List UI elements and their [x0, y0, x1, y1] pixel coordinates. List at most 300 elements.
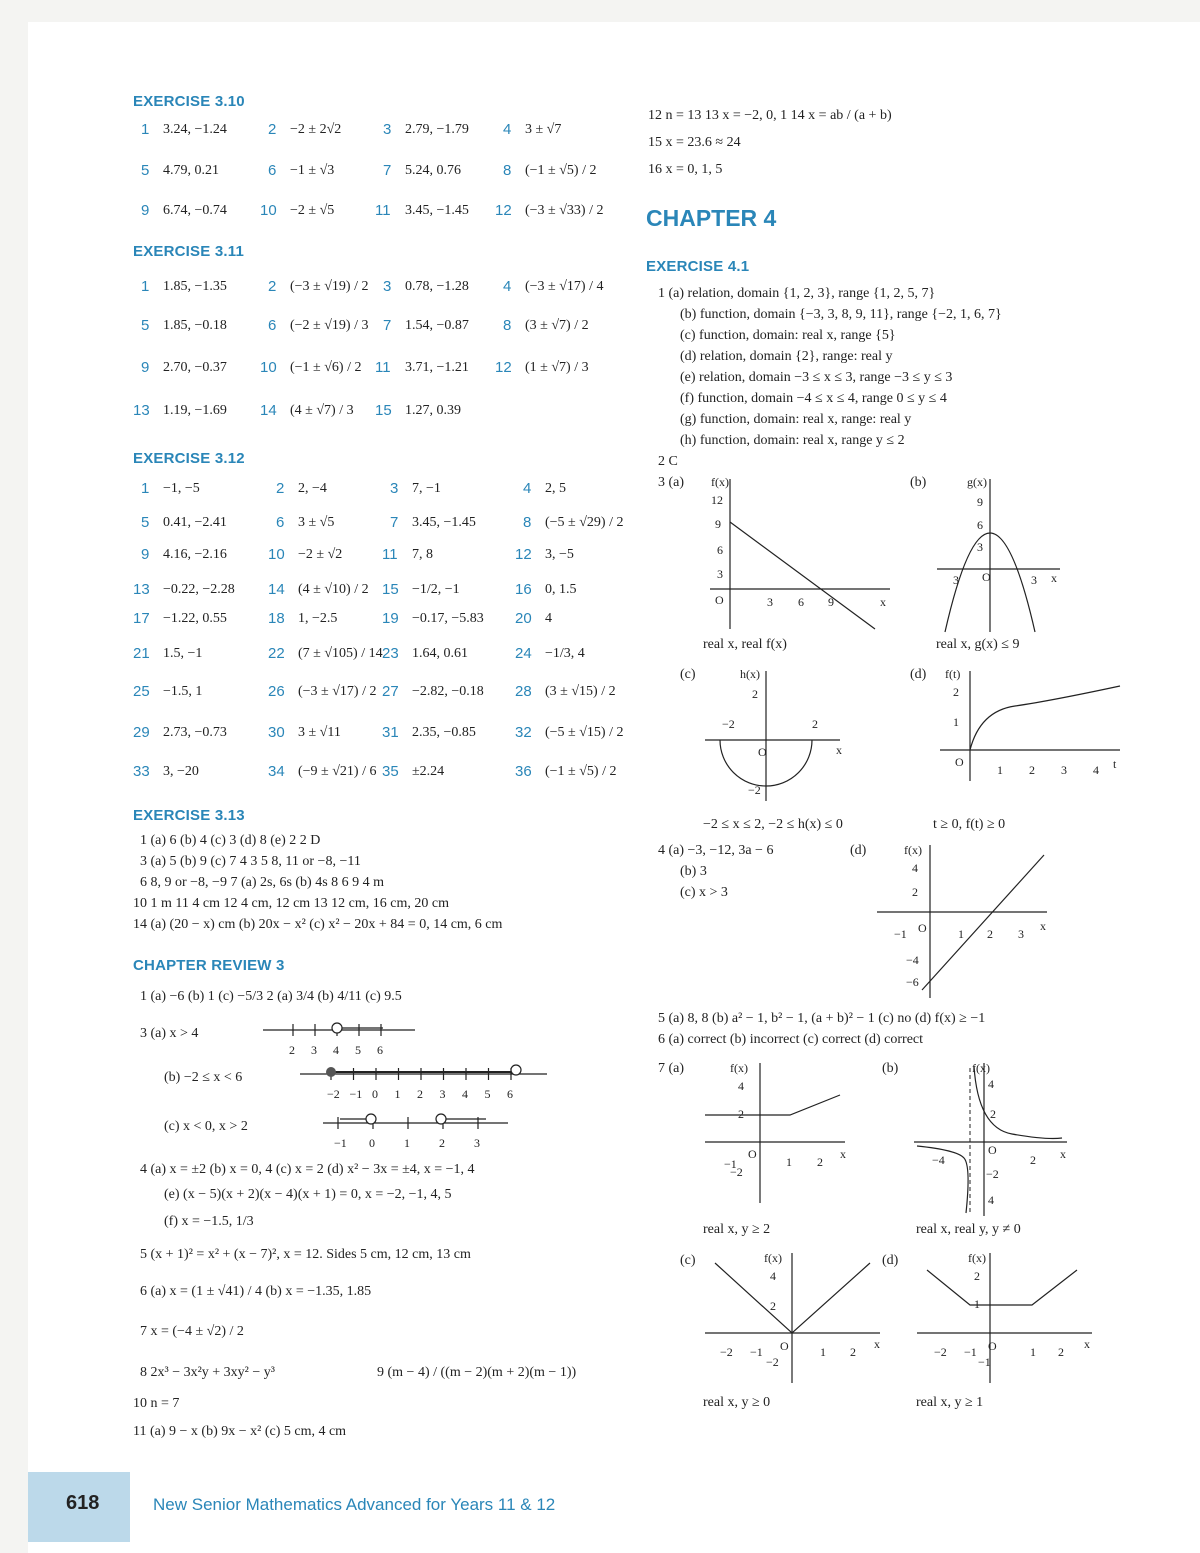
answer-value: 3.45, −1.45	[412, 515, 476, 530]
answer-value: 1.19, −1.69	[163, 403, 227, 418]
q3a-label: 3 (a)	[658, 475, 685, 490]
review-line-7: 7 x = (−4 ± √2) / 2	[140, 1324, 244, 1339]
svg-text:x: x	[836, 743, 842, 757]
question-number: 16	[515, 581, 532, 598]
answer-value: 7, 8	[412, 547, 433, 562]
svg-text:1: 1	[997, 763, 1003, 777]
question-number: 11	[382, 546, 398, 563]
svg-text:1: 1	[786, 1155, 792, 1169]
answer-value: (−1 ± √5) / 2	[545, 764, 617, 779]
svg-text:x: x	[880, 595, 886, 609]
svg-text:4: 4	[738, 1079, 744, 1093]
review-line-8: 8 2x³ − 3x²y + 3xy² − y³	[140, 1365, 275, 1380]
answer-value: 3.71, −1.21	[405, 360, 469, 375]
question-number: 4	[503, 278, 512, 295]
svg-text:O: O	[780, 1339, 789, 1353]
question-number: 9	[141, 202, 150, 219]
graph-7a	[700, 1058, 850, 1208]
svg-text:−2: −2	[766, 1355, 779, 1369]
question-number: 6	[268, 317, 277, 334]
question-number: 6	[268, 162, 277, 179]
svg-text:1: 1	[974, 1297, 980, 1311]
review-line-6: 6 (a) x = (1 ± √41) / 4 (b) x = −1.35, 1.85	[140, 1284, 372, 1299]
svg-text:2: 2	[1058, 1345, 1064, 1359]
svg-text:9: 9	[715, 517, 721, 531]
answer-value: 0.41, −2.41	[163, 515, 227, 530]
number-line-tick-label: 1	[394, 1087, 401, 1101]
caption-3c: −2 ≤ x ≤ 2, −2 ≤ h(x) ≤ 0	[703, 817, 843, 832]
book-title: New Senior Mathematics Advanced for Years 11 & 12	[153, 1495, 556, 1514]
answer-value: −2 ± √2	[298, 547, 343, 562]
svg-text:−6: −6	[906, 975, 919, 989]
answer-value: (4 ± √10) / 2	[298, 582, 369, 597]
question-number: 1	[141, 480, 150, 497]
answer-value: 2.35, −0.85	[412, 725, 476, 740]
question-number: 13	[133, 581, 150, 598]
svg-text:f(t): f(t)	[945, 667, 961, 681]
caption-3a: real x, real f(x)	[703, 637, 787, 652]
question-number: 6	[276, 514, 285, 531]
svg-text:4: 4	[770, 1269, 776, 1283]
answer-value: −1, −5	[163, 481, 200, 496]
number-line-tick-label: 4	[462, 1087, 468, 1101]
question-number: 12	[495, 359, 512, 376]
svg-text:2: 2	[1029, 763, 1035, 777]
svg-text:−1: −1	[894, 927, 907, 941]
answer-value: (−3 ± √33) / 2	[525, 203, 604, 218]
question-number: 29	[133, 724, 150, 741]
answer-value: (3 ± √7) / 2	[525, 318, 589, 333]
question-number: 30	[268, 724, 285, 741]
svg-text:1: 1	[820, 1345, 826, 1359]
svg-text:3: 3	[1031, 573, 1037, 587]
q7d-label: (d)	[882, 1253, 899, 1268]
svg-text:2: 2	[912, 885, 918, 899]
question-number: 10	[260, 359, 277, 376]
question-number: 7	[383, 162, 392, 179]
svg-text:3: 3	[977, 540, 983, 554]
graph-7b	[912, 1058, 1072, 1218]
answer-value: 2.73, −0.73	[163, 725, 227, 740]
caption-7d: real x, y ≥ 1	[916, 1395, 984, 1410]
e313-line-3: 6 8, 9 or −8, −9 7 (a) 2s, 6s (b) 4s 8 6 9 4 m	[140, 875, 385, 890]
svg-text:2: 2	[770, 1299, 776, 1313]
svg-text:x: x	[1060, 1147, 1066, 1161]
number-line-3c	[318, 1107, 518, 1157]
svg-text:x: x	[1051, 571, 1057, 585]
question-number: 27	[382, 683, 399, 700]
answer-value: 6.74, −0.74	[163, 203, 227, 218]
question-number: 36	[515, 763, 532, 780]
svg-text:O: O	[988, 1143, 997, 1157]
question-number: 5	[141, 162, 150, 179]
q4-c: (c) x > 3	[680, 885, 728, 900]
answer-value: ±2.24	[412, 764, 445, 779]
q1-d: (d) relation, domain {2}, range: real y	[680, 349, 893, 364]
question-number: 15	[382, 581, 399, 598]
question-number: 2	[276, 480, 285, 497]
answer-value: 4.79, 0.21	[163, 163, 219, 178]
svg-text:9: 9	[828, 595, 834, 609]
svg-text:2: 2	[738, 1107, 744, 1121]
svg-text:6: 6	[977, 518, 983, 532]
svg-text:g(x): g(x)	[967, 475, 987, 489]
answer-value: 4.16, −2.16	[163, 547, 227, 562]
svg-text:−1: −1	[750, 1345, 763, 1359]
answer-value: 2, −4	[298, 481, 327, 496]
answer-value: −1/3, 4	[545, 646, 585, 661]
number-line-tick-label: −2	[327, 1087, 340, 1101]
answer-value: (4 ± √7) / 3	[290, 403, 354, 418]
number-line-tick-label: −1	[349, 1087, 363, 1101]
svg-text:4: 4	[1093, 763, 1099, 777]
question-number: 22	[268, 645, 285, 662]
graph-4d	[872, 840, 1052, 1000]
e313-line-4: 10 1 m 11 4 cm 12 4 cm, 12 cm 13 12 cm, 16 cm, 20 cm	[133, 896, 449, 911]
question-number: 20	[515, 610, 532, 627]
right-line-16: 16 x = 0, 1, 5	[648, 162, 723, 177]
answer-value: 4	[545, 611, 552, 626]
svg-text:2: 2	[817, 1155, 823, 1169]
review-line-4f: (f) x = −1.5, 1/3	[164, 1214, 254, 1229]
page-number: 618	[66, 1492, 100, 1514]
question-number: 25	[133, 683, 150, 700]
answer-value: (−1 ± √6) / 2	[290, 360, 362, 375]
answer-value: 3, −5	[545, 547, 574, 562]
number-line-tick-label: 2	[439, 1136, 445, 1150]
question-number: 15	[375, 402, 392, 419]
graph-7d	[912, 1248, 1097, 1388]
exercise-3-13-heading: EXERCISE 3.13	[133, 807, 245, 824]
answer-value: (−3 ± √17) / 2	[298, 684, 377, 699]
answer-value: (7 ± √105) / 14	[298, 646, 383, 661]
q1-f: (f) function, domain −4 ≤ x ≤ 4, range 0 ≤ y ≤ 4	[680, 391, 947, 406]
answer-value: −2 ± √5	[290, 203, 335, 218]
question-number: 26	[268, 683, 285, 700]
number-line-3a	[255, 1014, 425, 1064]
svg-text:3: 3	[953, 573, 959, 587]
svg-text:x: x	[874, 1337, 880, 1351]
svg-text:h(x): h(x)	[740, 667, 760, 681]
number-line-tick-label: 5	[355, 1043, 361, 1057]
question-number: 18	[268, 610, 285, 627]
svg-text:3: 3	[1061, 763, 1067, 777]
svg-text:x: x	[840, 1147, 846, 1161]
q4-d-label: (d)	[850, 843, 867, 858]
e313-line-2: 3 (a) 5 (b) 9 (c) 7 4 3 5 8, 11 or −8, −11	[140, 854, 361, 869]
question-number: 3	[390, 480, 399, 497]
answer-value: (1 ± √7) / 3	[525, 360, 589, 375]
q1-a: 1 (a) relation, domain {1, 2, 3}, range {1, 2, 5, 7}	[658, 286, 936, 301]
number-line-tick-label: 1	[404, 1136, 410, 1150]
question-number: 14	[268, 581, 285, 598]
svg-text:2: 2	[850, 1345, 856, 1359]
svg-text:12: 12	[711, 493, 723, 507]
q5: 5 (a) 8, 8 (b) a² − 1, b² − 1, (a + b)² − 1 (c) no (d) f(x) ≥ −1	[658, 1011, 986, 1026]
question-number: 5	[141, 514, 150, 531]
svg-text:−4: −4	[906, 953, 919, 967]
question-number: 7	[390, 514, 399, 531]
svg-text:2: 2	[1030, 1153, 1036, 1167]
question-number: 14	[260, 402, 277, 419]
question-number: 12	[495, 202, 512, 219]
right-line-15: 15 x = 23.6 ≈ 24	[648, 135, 741, 150]
svg-text:2: 2	[812, 717, 818, 731]
answer-value: 2.70, −0.37	[163, 360, 227, 375]
svg-text:3: 3	[1018, 927, 1024, 941]
review-line-4e: (e) (x − 5)(x + 2)(x − 4)(x + 1) = 0, x = −2, −1, 4, 5	[164, 1187, 452, 1202]
answer-value: (3 ± √15) / 2	[545, 684, 616, 699]
review-line-11: 11 (a) 9 − x (b) 9x − x² (c) 5 cm, 4 cm	[133, 1424, 347, 1439]
question-number: 4	[503, 121, 512, 138]
question-number: 11	[375, 359, 391, 376]
caption-3b: real x, g(x) ≤ 9	[936, 637, 1020, 652]
caption-3d: t ≥ 0, f(t) ≥ 0	[933, 817, 1006, 832]
svg-text:−2: −2	[934, 1345, 947, 1359]
question-number: 21	[133, 645, 150, 662]
answer-value: 1.54, −0.87	[405, 318, 469, 333]
svg-text:9: 9	[977, 495, 983, 509]
svg-text:O: O	[918, 921, 927, 935]
answer-value: (−3 ± √19) / 2	[290, 279, 369, 294]
svg-text:3: 3	[717, 567, 723, 581]
svg-text:−2: −2	[730, 1165, 743, 1179]
q1-e: (e) relation, domain −3 ≤ x ≤ 3, range −3 ≤ y ≤ 3	[680, 370, 953, 385]
svg-text:−2: −2	[720, 1345, 733, 1359]
answer-value: (−9 ± √21) / 6	[298, 764, 377, 779]
svg-text:−1: −1	[964, 1345, 977, 1359]
q7c-label: (c)	[680, 1253, 696, 1268]
q4-b: (b) 3	[680, 864, 707, 879]
q6: 6 (a) correct (b) incorrect (c) correct (d) correct	[658, 1032, 924, 1047]
answer-value: 1.27, 0.39	[405, 403, 461, 418]
review-line-3a: 3 (a) x > 4	[140, 1026, 199, 1041]
review-line-5: 5 (x + 1)² = x² + (x − 7)², x = 12. Sides 5 cm, 12 cm, 13 cm	[140, 1247, 471, 1262]
question-number: 8	[503, 162, 512, 179]
number-line-tick-label: 6	[377, 1043, 383, 1057]
svg-text:f(x): f(x)	[968, 1251, 986, 1265]
review-line-10: 10 n = 7	[133, 1396, 180, 1411]
svg-text:O: O	[988, 1339, 997, 1353]
question-number: 31	[382, 724, 399, 741]
question-number: 28	[515, 683, 532, 700]
answer-value: −1 ± √3	[290, 163, 335, 178]
answer-value: 1.5, −1	[163, 646, 203, 661]
right-line-12-14: 12 n = 13 13 x = −2, 0, 1 14 x = ab / (a + b)	[648, 108, 892, 123]
question-number: 17	[133, 610, 150, 627]
answer-value: 1.85, −0.18	[163, 318, 227, 333]
answer-value: (−2 ± √19) / 3	[290, 318, 369, 333]
number-line-3b	[295, 1058, 555, 1108]
question-number: 2	[268, 121, 277, 138]
question-number: 3	[383, 278, 392, 295]
question-number: 4	[523, 480, 532, 497]
question-number: 10	[268, 546, 285, 563]
answer-value: 0, 1.5	[545, 582, 577, 597]
svg-text:2: 2	[974, 1269, 980, 1283]
caption-7c: real x, y ≥ 0	[703, 1395, 771, 1410]
svg-text:t: t	[1113, 757, 1117, 771]
number-line-tick-label: 0	[372, 1087, 378, 1101]
graph-3d	[935, 666, 1130, 786]
q3b-label: (b)	[910, 475, 927, 490]
question-number: 2	[268, 278, 277, 295]
svg-text:f(x): f(x)	[764, 1251, 782, 1265]
svg-text:f(x): f(x)	[711, 475, 729, 489]
answer-value: −2 ± 2√2	[290, 122, 342, 137]
question-number: 32	[515, 724, 532, 741]
svg-text:2: 2	[987, 927, 993, 941]
answer-value: 3.24, −1.24	[163, 122, 227, 137]
question-number: 23	[382, 645, 399, 662]
number-line-tick-label: 5	[484, 1087, 491, 1101]
question-number: 8	[503, 317, 512, 334]
e313-line-5: 14 (a) (20 − x) cm (b) 20x − x² (c) x² − 20x + 84 = 0, 14 cm, 6 cm	[133, 917, 503, 932]
answer-value: 3 ± √5	[298, 515, 335, 530]
svg-text:x: x	[1084, 1337, 1090, 1351]
review-line-1: 1 (a) −6 (b) 1 (c) −5/3 2 (a) 3/4 (b) 4/11 (c) 9.5	[140, 989, 402, 1004]
answer-value: 3, −20	[163, 764, 199, 779]
question-number: 34	[268, 763, 285, 780]
graph-3a	[695, 474, 895, 634]
number-line-tick-label: 3	[474, 1136, 480, 1150]
svg-text:f(x): f(x)	[972, 1061, 990, 1075]
answer-value: −1.22, 0.55	[163, 611, 227, 626]
question-number: 7	[383, 317, 392, 334]
question-number: 35	[382, 763, 399, 780]
number-line-tick-label: 3	[311, 1043, 317, 1057]
answer-value: 2.79, −1.79	[405, 122, 469, 137]
answer-value: 3 ± √11	[298, 725, 341, 740]
number-line-tick-label: 0	[369, 1136, 375, 1150]
question-number: 19	[382, 610, 399, 627]
question-number: 9	[141, 546, 150, 563]
svg-text:6: 6	[798, 595, 804, 609]
graph-3b	[935, 474, 1065, 634]
question-number: 8	[523, 514, 532, 531]
answer-value: −0.17, −5.83	[412, 611, 484, 626]
number-line-tick-label: 4	[333, 1043, 339, 1057]
answer-value: (−3 ± √17) / 4	[525, 279, 604, 294]
svg-text:x: x	[1040, 919, 1046, 933]
answer-value: 7, −1	[412, 481, 441, 496]
svg-text:O: O	[748, 1147, 757, 1161]
svg-text:4: 4	[912, 861, 918, 875]
svg-text:O: O	[982, 570, 991, 584]
question-number: 9	[141, 359, 150, 376]
answer-value: −0.22, −2.28	[163, 582, 235, 597]
svg-text:2: 2	[953, 685, 959, 699]
answer-value: 1.85, −1.35	[163, 279, 227, 294]
q3d-label: (d)	[910, 667, 927, 682]
svg-text:−2: −2	[748, 783, 761, 797]
question-number: 3	[383, 121, 392, 138]
question-number: 10	[260, 202, 277, 219]
svg-text:−2: −2	[986, 1167, 999, 1181]
chapter-review-3-heading: CHAPTER REVIEW 3	[133, 957, 285, 974]
graph-3c	[700, 666, 850, 806]
graph-7c	[700, 1248, 890, 1388]
svg-text:1: 1	[953, 715, 959, 729]
svg-text:1: 1	[958, 927, 964, 941]
number-line-tick-label: 2	[417, 1087, 423, 1101]
answer-value: 0.78, −1.28	[405, 279, 469, 294]
answer-value: 2, 5	[545, 481, 566, 496]
exercise-4-1-heading: EXERCISE 4.1	[646, 258, 750, 275]
caption-7a: real x, y ≥ 2	[703, 1222, 771, 1237]
answer-value: (−5 ± √29) / 2	[545, 515, 624, 530]
svg-text:f(x): f(x)	[904, 843, 922, 857]
caption-7b: real x, real y, y ≠ 0	[916, 1222, 1021, 1237]
e313-line-1: 1 (a) 6 (b) 4 (c) 3 (d) 8 (e) 2 2 D	[140, 833, 321, 848]
q1-c: (c) function, domain: real x, range {5}	[680, 328, 896, 343]
chapter-4-heading: CHAPTER 4	[646, 205, 777, 231]
svg-text:−1: −1	[724, 1157, 737, 1171]
svg-text:−4: −4	[932, 1153, 945, 1167]
q1-h: (h) function, domain: real x, range y ≤ 2	[680, 433, 905, 448]
q2: 2 C	[658, 454, 678, 469]
question-number: 5	[141, 317, 150, 334]
question-number: 1	[141, 121, 150, 138]
answer-value: −1/2, −1	[412, 582, 460, 597]
svg-text:f(x): f(x)	[730, 1061, 748, 1075]
svg-text:O: O	[715, 593, 724, 607]
question-number: 11	[375, 202, 391, 219]
question-number: 33	[133, 763, 150, 780]
number-line-tick-label: 2	[289, 1043, 295, 1057]
answer-value: 1.64, 0.61	[412, 646, 468, 661]
question-number: 12	[515, 546, 532, 563]
svg-text:2: 2	[990, 1107, 996, 1121]
answer-value: (−5 ± √15) / 2	[545, 725, 624, 740]
review-line-4: 4 (a) x = ±2 (b) x = 0, 4 (c) x = 2 (d) x² − 3x = ±4, x = −1, 4	[140, 1162, 475, 1177]
q7b-label: (b)	[882, 1061, 899, 1076]
answer-value: 5.24, 0.76	[405, 163, 461, 178]
svg-text:O: O	[955, 755, 964, 769]
answer-value: 3 ± √7	[525, 122, 562, 137]
svg-text:6: 6	[717, 543, 723, 557]
question-number: 24	[515, 645, 532, 662]
svg-text:1: 1	[1030, 1345, 1036, 1359]
q3c-label: (c)	[680, 667, 696, 682]
review-line-3c: (c) x < 0, x > 2	[164, 1119, 248, 1134]
svg-text:4: 4	[988, 1077, 994, 1091]
review-line-3b: (b) −2 ≤ x < 6	[164, 1070, 243, 1085]
number-line-tick-label: 6	[507, 1087, 513, 1101]
answer-value: 3.45, −1.45	[405, 203, 469, 218]
exercise-heading-e310: EXERCISE 3.10	[133, 93, 245, 110]
svg-text:3: 3	[767, 595, 773, 609]
number-line-tick-label: 3	[439, 1087, 446, 1101]
svg-text:4: 4	[988, 1193, 994, 1207]
exercise-heading-e312: EXERCISE 3.12	[133, 450, 245, 467]
q1-g: (g) function, domain: real x, range: real y	[680, 412, 912, 427]
question-number: 13	[133, 402, 150, 419]
q1-b: (b) function, domain {−3, 3, 8, 9, 11}, range {−2, 1, 6, 7}	[680, 307, 1002, 322]
svg-text:−2: −2	[722, 717, 735, 731]
q7a-label: 7 (a)	[658, 1061, 685, 1076]
svg-text:O: O	[758, 745, 767, 759]
answer-value: −2.82, −0.18	[412, 684, 484, 699]
q4-a: 4 (a) −3, −12, 3a − 6	[658, 843, 774, 858]
review-line-9: 9 (m − 4) / ((m − 2)(m + 2)(m − 1))	[377, 1365, 577, 1380]
answer-value: 1, −2.5	[298, 611, 338, 626]
answer-value: (−1 ± √5) / 2	[525, 163, 597, 178]
number-line-tick-label: −1	[334, 1136, 347, 1150]
svg-text:−1: −1	[978, 1355, 991, 1369]
answer-value: −1.5, 1	[163, 684, 203, 699]
exercise-heading-e311: EXERCISE 3.11	[133, 243, 244, 260]
